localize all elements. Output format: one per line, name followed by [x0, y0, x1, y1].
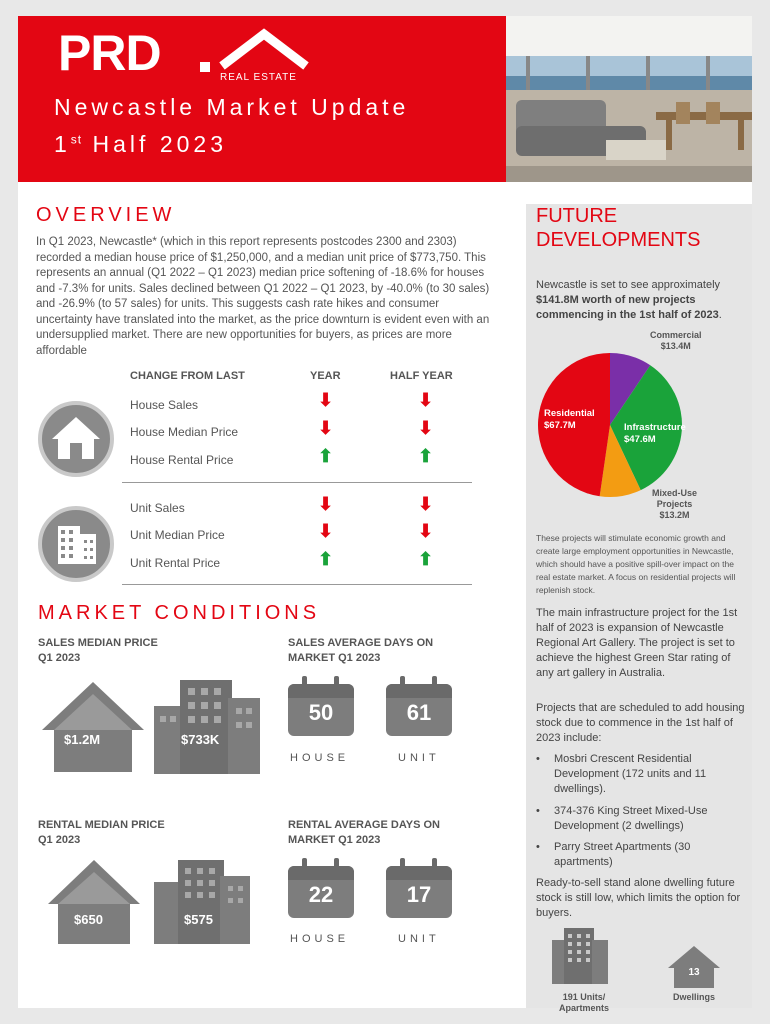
roof-logo-icon	[218, 28, 310, 72]
calendar-icon	[386, 858, 452, 918]
house-rent-days-value: 22	[308, 882, 334, 907]
unit-rent-building-icon	[152, 856, 252, 946]
house-price-icon	[38, 676, 148, 776]
units-apartments-caption: 191 Units/ Apartments	[558, 992, 609, 1013]
up-arrow-icon: ⬆	[418, 549, 434, 569]
unit-rent-price: $575	[184, 912, 213, 927]
house-circle-icon	[38, 401, 114, 477]
metric-house-median: House Median Price	[130, 425, 239, 439]
project-bullet: • Mosbri Crescent Residential Development (172 units and 11 dwellings).	[536, 752, 748, 797]
header-banner	[18, 16, 752, 182]
sales-days-label: SALES AVERAGE DAYS ON MARKET Q1 2023	[288, 637, 434, 664]
calendar-icon	[288, 676, 354, 736]
up-arrow-icon: ⬆	[318, 549, 334, 569]
down-arrow-icon: ⬇	[418, 494, 434, 514]
down-arrow-icon: ⬇	[318, 521, 334, 541]
pie-label-commercial: Commercial $13.4M	[650, 330, 702, 351]
overview-heading: OVERVIEW	[36, 204, 176, 226]
overview-paragraph: In Q1 2023, Newcastle* (which in this report represents postcodes 2300 and 2303) recorded a median house price of $1,250,000, and a median unit price of $773,750. This represents an annual (Q1 2022 – Q1 2023) median price softening of -18.6% for houses and -7.3% for units. Sales declined between Q1 2022 – Q1 2023, by -40.0% (to 30 sales) and -26.9% (to 57 sales) for units. This suggests cash rate hikes and consumer uncertainty have translated into the market, as the price downturn is evident even with an undersupplied market. There are new opportunities for buyers, as prices are more affordable	[36, 236, 490, 357]
prd-logo: PRD	[58, 25, 161, 81]
pie-label-mixed-use: Mixed-Use Projects $13.2M	[652, 488, 698, 520]
overview-section	[36, 204, 496, 359]
future-intro: Newcastle is set to see approximately $141.8M worth of new projects commencing in the 1st half of 2023.	[536, 279, 722, 321]
ready-to-sell-paragraph: Ready-to-sell stand alone dwelling future stock is still low, which limits the option for buyers.	[536, 877, 741, 919]
house-rent-icon	[44, 856, 144, 946]
metric-unit-median: Unit Median Price	[130, 528, 225, 542]
infrastructure-paragraph: The main infrastructure project for the 1st half of 2023 is expansion of Newcastle Regional Art Gallery. The project is set to achieve the highest Green Star rating of any art gallery in Australia.	[536, 607, 738, 679]
unit-caption: UNIT	[398, 752, 440, 764]
unit-rent-days-value: 17	[406, 882, 432, 907]
down-arrow-icon: ⬇	[318, 390, 334, 410]
projects-note: These projects will stimulate economic growth and create large employment opportunities in Newcastle, which should have a positive spill-over impact on the real estate market. A focus on residential projects will replenish stock.	[536, 533, 736, 595]
change-col-half: HALF YEAR	[390, 370, 453, 382]
metric-unit-sales: Unit Sales	[130, 501, 185, 515]
market-conditions-heading: MARKET CONDITIONS	[38, 602, 321, 624]
future-developments-heading: FUTURE DEVELOPMENTS	[536, 205, 701, 251]
unit-median-price: $733K	[181, 732, 220, 747]
page-subtitle: 1st Half 2023	[54, 131, 227, 157]
future-developments-panel	[526, 204, 752, 1013]
down-arrow-icon: ⬇	[418, 418, 434, 438]
apartment-building-icon	[550, 926, 610, 986]
up-arrow-icon: ⬆	[418, 446, 434, 466]
project-bullet: • Parry Street Apartments (30 apartments)	[536, 840, 748, 870]
down-arrow-icon: ⬇	[318, 418, 334, 438]
metric-house-sales: House Sales	[130, 398, 199, 412]
up-arrow-icon: ⬆	[318, 446, 334, 466]
unit-days-value: 61	[406, 700, 432, 725]
metric-house-rental: House Rental Price	[130, 453, 234, 467]
rental-median-label: RENTAL MEDIAN PRICE Q1 2023	[38, 819, 165, 846]
logo-subtitle: REAL ESTATE	[220, 72, 297, 83]
house-rent-price: $650	[74, 912, 103, 927]
down-arrow-icon: ⬇	[318, 494, 334, 514]
logo-dot	[200, 62, 210, 72]
report-page	[18, 16, 752, 1013]
metric-unit-rental: Unit Rental Price	[130, 556, 221, 570]
unit-price-building-icon	[152, 676, 262, 776]
change-col-year: YEAR	[310, 370, 341, 382]
house-caption: HOUSE	[290, 752, 350, 764]
down-arrow-icon: ⬇	[418, 390, 434, 410]
table-divider	[122, 482, 472, 483]
house-days-value: 50	[308, 700, 334, 725]
dwellings-caption: Dwellings	[672, 992, 715, 1002]
house-median-price: $1.2M	[64, 732, 101, 747]
building-circle-icon	[38, 506, 114, 582]
calendar-icon	[288, 858, 354, 918]
sales-median-label: SALES MEDIAN PRICE Q1 2023	[38, 637, 158, 664]
calendar-icon	[386, 676, 452, 736]
page-title: Newcastle Market Update	[54, 94, 410, 120]
rental-days-label: RENTAL AVERAGE DAYS ON MARKET Q1 2023	[288, 819, 440, 846]
change-col-label: CHANGE FROM LAST	[130, 370, 245, 382]
living-room-image-icon	[506, 16, 752, 182]
interior-photo	[506, 16, 752, 182]
housing-paragraph: Projects that are scheduled to add housing stock due to commence in the 1st half of 2023 include:	[536, 702, 745, 744]
unit-caption: UNIT	[398, 933, 440, 945]
house-caption: HOUSE	[290, 933, 350, 945]
dwellings-count: 13	[688, 967, 700, 978]
pie-label-infrastructure: Infrastructure $47.6M	[624, 422, 686, 445]
project-bullet: • 374-376 King Street Mixed-Use Development (2 dwellings)	[536, 804, 748, 834]
pie-label-residential: Residential $67.7M	[544, 408, 595, 431]
table-divider	[122, 584, 472, 585]
down-arrow-icon: ⬇	[418, 521, 434, 541]
